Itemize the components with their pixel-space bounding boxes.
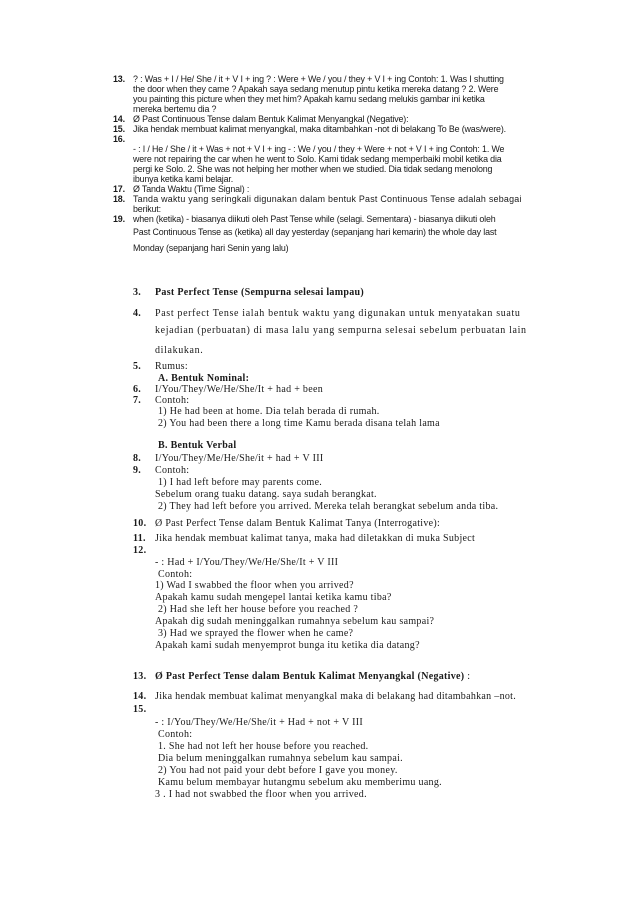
- text-line: Contoh:: [158, 569, 193, 580]
- item-number: 14.: [113, 114, 125, 124]
- subheading-nominal: A. Bentuk Nominal:: [158, 373, 250, 384]
- text-line: ibunya ketika kami belajar.: [133, 174, 234, 184]
- item-number: 4.: [133, 308, 142, 319]
- item-number: 15.: [113, 124, 125, 134]
- example-line: Apakah kami sudah menyemprot bunga itu ketika dia datang?: [155, 640, 420, 651]
- heading-colon: :: [464, 671, 471, 682]
- item-number: 8.: [133, 453, 142, 464]
- list-item: [133, 532, 563, 545]
- item-number: 18.: [113, 194, 125, 204]
- list-item: [133, 361, 563, 373]
- item-number: 7.: [133, 395, 142, 406]
- list-item: [133, 286, 563, 300]
- text-line: Monday (sepanjang hari Senin yang lalu): [133, 243, 289, 253]
- item-number: 9.: [133, 465, 142, 476]
- formula: - : I/You/They/We/He/She/it + Had + not + V III: [155, 717, 363, 728]
- section-heading: Ø Past Perfect Tense dalam Bentuk Kalimat Menyangkal (Negative): [155, 671, 465, 682]
- text-line: kejadian (perbuatan) di masa lalu yang sempurna selesai sebelum perbuatan lain: [155, 325, 527, 336]
- example-line: 3) Had we sprayed the flower when he came?: [158, 628, 354, 639]
- example-line: 2) They had left before you arrived. Mereka telah berangkat sebelum anda tiba.: [158, 501, 499, 512]
- past-perfect-section: [133, 286, 563, 801]
- text-line: Jika hendak membuat kalimat tanya, maka had diletakkan di muka Subject: [155, 533, 476, 544]
- item-number: 19.: [113, 214, 125, 224]
- example-line: Apakah kamu sudah mengepel lantai ketika kamu tiba?: [155, 592, 392, 603]
- list-item: [133, 516, 563, 532]
- example-line: Sebelum orang tuaku datang. saya sudah berangkat.: [155, 489, 377, 500]
- list-item: [133, 306, 563, 361]
- item-number: 16.: [113, 134, 125, 144]
- text-line: ? : Was + I / He/ She / it + V I + ing ? : Were + We / you / they + V I + ing Contoh: 1. Was I shutting: [133, 74, 504, 84]
- text-line: Jika hendak membuat kalimat menyangkal, maka ditambahkan -not di belakang To Be (was/were).: [133, 124, 506, 134]
- list-item: [133, 452, 563, 465]
- example-line: 1. She had not left her house before you reached.: [158, 741, 369, 752]
- item-number: 14.: [133, 691, 147, 702]
- example-line: Kamu belum membayar hutangmu sebelum aku memberimu uang.: [158, 777, 442, 788]
- list-item: [113, 194, 565, 214]
- item-number: 13.: [113, 74, 125, 84]
- text-line: Jika hendak membuat kalimat menyangkal maka di belakang had ditambahkan –not.: [155, 691, 517, 702]
- text-line: pergi ke Solo. 2. She was not helping her mother when we studied. Dia tidak sedang menolong: [133, 164, 493, 174]
- text-line: Tanda waktu yang seringkali digunakan dalam bentuk Past Continuous Tense adalah sebagai: [133, 194, 522, 204]
- text-line: Ø Past Continuous Tense dalam Bentuk Kalimat Menyangkal (Negative):: [133, 114, 409, 124]
- item-number: 11.: [133, 533, 146, 544]
- list-item: [113, 114, 565, 124]
- item-number: 15.: [133, 704, 147, 715]
- section-heading: Past Perfect Tense (Sempurna selesai lampau): [155, 287, 365, 298]
- list-item: [113, 134, 565, 144]
- formula: - : Had + I/You/They/We/He/She/It + V III: [155, 557, 339, 568]
- text-line: you painting this picture when they met him? Apakah kamu sedang melukis gambar ini ketika: [133, 94, 485, 104]
- text-line: mereka bertemu dia ?: [133, 104, 217, 114]
- text-line: the door when they came ? Apakah saya sedang menutup pintu ketika mereka datang ? 2. Were: [133, 84, 499, 94]
- example-line: 2) Had she left her house before you reached ?: [158, 604, 359, 615]
- text-line: dilakukan.: [155, 345, 204, 356]
- text-line: Ø Tanda Waktu (Time Signal) :: [133, 184, 250, 194]
- item-number: 6.: [133, 384, 142, 395]
- text-line: Contoh:: [155, 465, 190, 476]
- item-number: 17.: [113, 184, 125, 194]
- example-line: 2) You had been there a long time Kamu berada disana telah lama: [158, 418, 440, 429]
- example-line: Dia belum meninggalkan rumahnya sebelum kau sampai.: [158, 753, 403, 764]
- example-line: 1) I had left before may parents come.: [158, 477, 323, 488]
- text-line: - : I / He / She / it + Was + not + V I + ing - : We / you / they + Were + not + V I + ing Contoh: 1. We: [133, 144, 505, 154]
- list-item: [133, 545, 563, 556]
- item-number: 12.: [133, 545, 147, 556]
- text-line: Contoh:: [155, 395, 190, 406]
- text-line: Rumus:: [155, 361, 188, 372]
- text-line: berikut:: [133, 204, 161, 214]
- text-line: Contoh:: [158, 729, 193, 740]
- subheading-verbal: B. Bentuk Verbal: [158, 440, 237, 451]
- list-item-body: [133, 716, 563, 801]
- past-continuous-section: [113, 74, 565, 256]
- text-line: when (ketika) - biasanya diikuti oleh Past Tense while (selagi. Sementara) - biasanya diikuti oleh: [133, 214, 496, 224]
- list-item-body: [113, 144, 565, 184]
- list-item: [133, 670, 563, 684]
- text-line: Past perfect Tense ialah bentuk waktu yang digunakan untuk menyatakan suatu: [155, 308, 521, 319]
- list-item: [113, 214, 565, 256]
- text-line: Past Continuous Tense as (ketika) all day yesterday (sepanjang hari kemarin) the whole day last: [133, 227, 497, 237]
- example-line: 3 . I had not swabbed the floor when you arrived.: [155, 789, 367, 800]
- example-line: Apakah dig sudah meninggalkan rumahnya sebelum kau sampai?: [155, 616, 435, 627]
- item-number: 5.: [133, 361, 142, 372]
- text-line: were not repairing the car when he went to Solo. Kami tidak sedang memperbaiki mobil ketika dia: [133, 154, 502, 164]
- text-line: Ø Past Perfect Tense dalam Bentuk Kalimat Tanya (Interrogative):: [155, 518, 441, 529]
- example-line: 2) You had not paid your debt before I gave you money.: [158, 765, 398, 776]
- list-item: [113, 184, 565, 194]
- list-item: [113, 74, 565, 114]
- list-item: [133, 704, 563, 716]
- item-number: 3.: [133, 287, 142, 298]
- list-item: [133, 395, 563, 406]
- list-item: [113, 124, 565, 134]
- item-number: 10.: [133, 518, 147, 529]
- example-line: 1) Wad I swabbed the floor when you arrived?: [155, 580, 354, 591]
- list-item: [133, 384, 563, 395]
- item-number: 13.: [133, 671, 147, 682]
- list-item-body: [133, 556, 563, 652]
- list-item: [133, 690, 563, 704]
- formula: I/You/They/We/He/She/It + had + been: [155, 384, 324, 395]
- example-line: 1) He had been at home. Dia telah berada di rumah.: [158, 406, 380, 417]
- formula: I/You/They/Me/He/She/it + had + V III: [155, 453, 324, 464]
- list-item: [133, 465, 563, 477]
